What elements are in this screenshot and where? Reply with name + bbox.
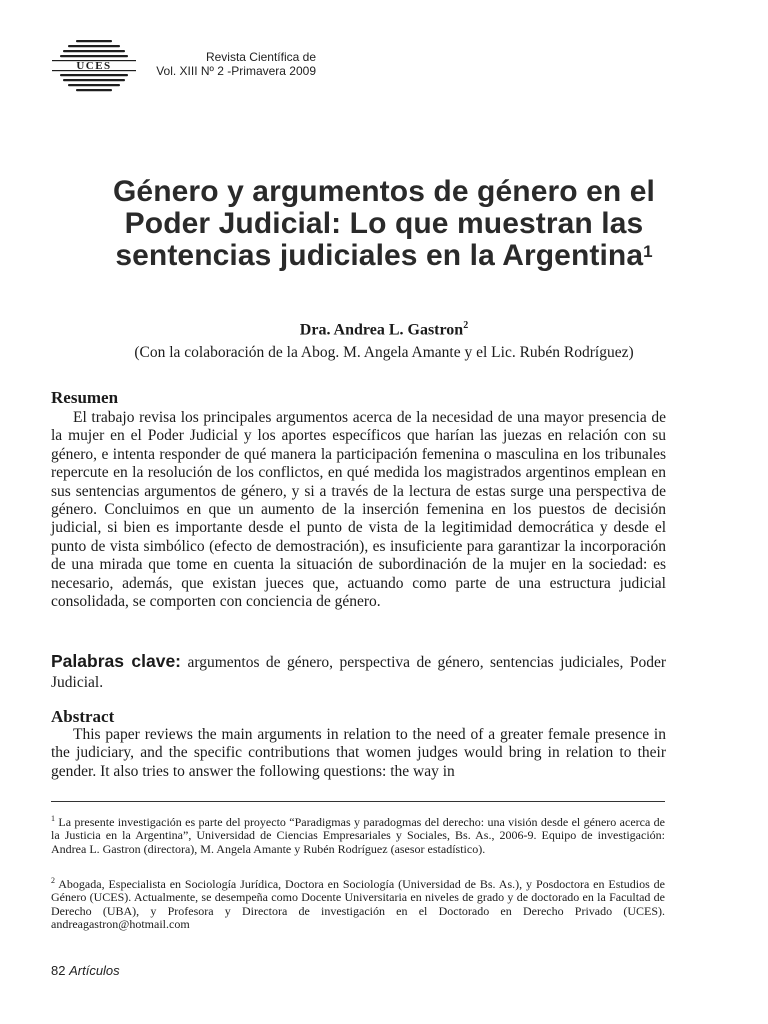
footnote-divider [51, 801, 665, 802]
author-name [0, 320, 768, 339]
author-collaboration: (Con la colaboración de la Abog. M. Angela Amante y el Lic. Rubén Rodríguez) [134, 344, 634, 361]
abstract-heading: Abstract [51, 707, 115, 726]
author-name-text: Dra. Andrea L. Gastron [299, 321, 464, 339]
keywords-text: argumentos de género, perspectiva de género, sentencias judiciales, Poder Judicial. [51, 654, 667, 691]
title-line-2: Poder Judicial: Lo que muestran las [124, 207, 644, 240]
title-line-1: Género y argumentos de género en el [113, 175, 655, 208]
uces-logo-icon [52, 36, 136, 92]
journal-volume: Vol. XIII Nº 2 -Primavera 2009 [156, 64, 316, 78]
page-footer [51, 963, 120, 978]
resumen-heading: Resumen [51, 388, 119, 407]
title-footnote-mark[interactable]: 1 [643, 242, 653, 261]
page-number: 82 [51, 963, 66, 978]
resumen-paragraph [51, 409, 666, 611]
author-footnote-mark[interactable]: 2 [463, 320, 469, 331]
footnote-2-mark: 2 [51, 876, 55, 885]
footnote-1 [51, 812, 665, 856]
footnote-2-text: Abogada, Especialista en Sociología Jurídica, Doctora en Sociología (Universidad de Bs. As.), y Posdoctora en Estudios de Género (UCES). Actualmente, se desempeña como Docente Universitaria en niveles de grado y de doctorado en la Facultad de Derecho (UBA), y Profesora y Directora de investigación en el Doctorado en Derecho Privado (UCES). andreagastron@hotmail.com [51, 877, 665, 932]
article-title [40, 176, 728, 272]
footnote-1-text: La presente investigación es parte del proyecto “Paradigmas y paradogmas del derecho: una visión desde el género acerca de la Justicia en la Argentina”, Universidad de Ciencias Empresariales y Sociales, Bs. As., 2006-9. Equipo de investigación: Andrea L. Gastron (directora), M. Angela Amante y Rubén Rodríguez (asesor estadístico). [51, 815, 666, 856]
abstract-paragraph [51, 726, 666, 781]
footer-section-name: Artículos [69, 963, 120, 978]
keywords [51, 651, 666, 693]
uces-logo [52, 36, 136, 92]
footnote-2 [51, 874, 665, 932]
journal-info [146, 50, 316, 78]
footnote-1-mark: 1 [51, 814, 55, 823]
logo-text: UCES [76, 60, 112, 72]
keywords-label: Palabras clave: [51, 651, 182, 671]
title-line-3: sentencias judiciales en la Argentina [115, 239, 644, 272]
resumen-text: El trabajo revisa los principales argumentos acerca de la necesidad de una mayor presencia de la mujer en el Poder Judicial y los aportes específicos que harían las juezas en relación con su género, e intenta responder de qué manera la participación femenina o masculina en los tribunales repercute en la resolución de los conflictos, en qué medida los magistrados argentinos emplean en sus sentencias argumentos de género, y si a través de la lectura de estas surge una perspectiva de género. Concluimos en que un aumento de la inserción femenina en los puestos de decisión judicial, si bien es importante desde el punto de vista de la legitimidad democrática y desde el punto de vista simbólico (efecto de demostración), es insuficiente para garantizar la incorporación de una mirada que tome en cuenta la situación de subordinación de la mujer en la sociedad: es necesario, además, que existan jueces que, actuando como parte de una estructura judicial consolidada, se comporten con conciencia de género. [51, 409, 666, 611]
abstract-text: This paper reviews the main arguments in relation to the need of a greater female presence in the judiciary, and the specific contributions that women judges would bring in relation to their gender. It also tries to answer the following questions: the way in [51, 726, 666, 780]
journal-name: Revista Científica de [205, 50, 316, 64]
